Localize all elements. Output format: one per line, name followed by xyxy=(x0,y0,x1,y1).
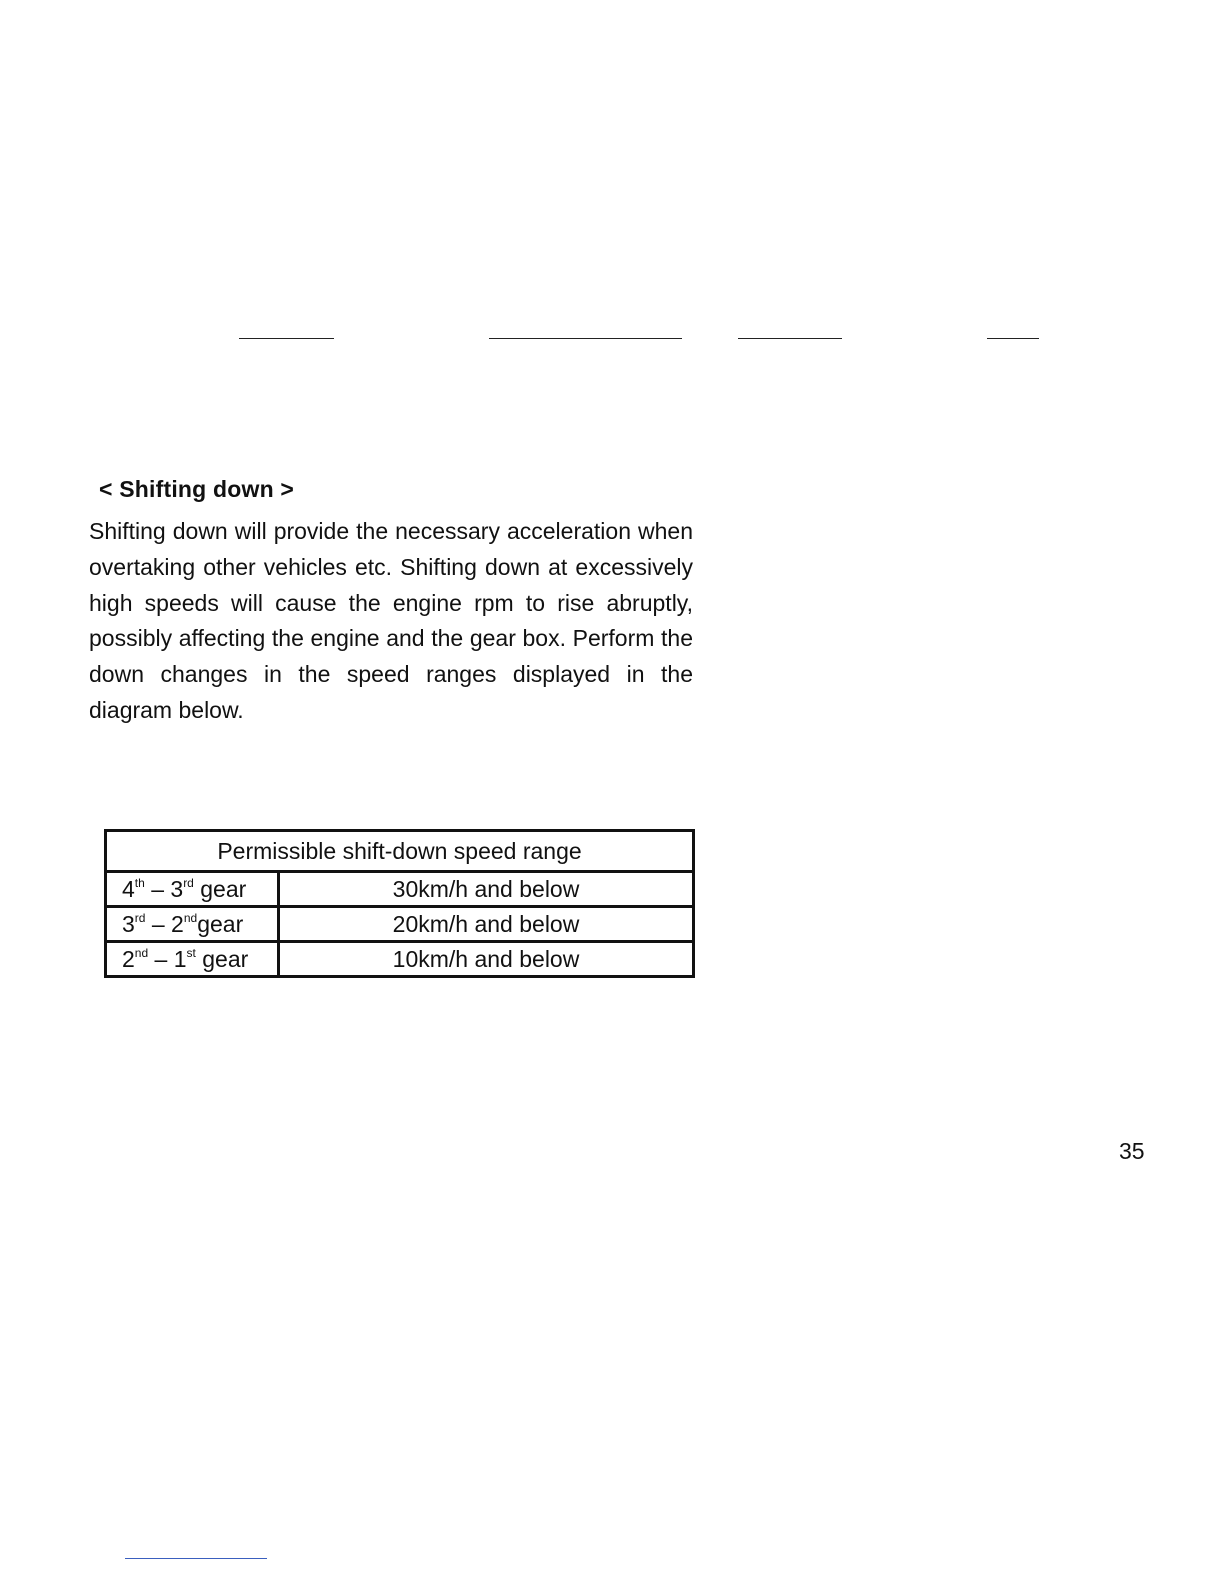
speed-limit-cell: 20km/h and below xyxy=(279,907,694,942)
table-row xyxy=(106,872,694,907)
gear-range-cell xyxy=(106,907,279,942)
gear-from-number: 2 xyxy=(122,945,135,972)
gear-from-suffix: th xyxy=(134,875,145,890)
gear-separator: – xyxy=(148,945,174,972)
gear-to-number: 3 xyxy=(170,875,184,902)
gear-to-suffix: nd xyxy=(183,910,198,925)
page-number: 35 xyxy=(1119,1138,1145,1164)
top-rule-4 xyxy=(987,338,1039,339)
gear-range-cell xyxy=(106,872,279,907)
gear-to-suffix: st xyxy=(186,945,196,960)
table-row xyxy=(106,942,694,977)
gear-to-number: 2 xyxy=(171,910,184,937)
top-rule-3 xyxy=(738,338,842,339)
gear-from-number: 4 xyxy=(122,875,135,902)
gear-separator: – xyxy=(145,910,172,937)
speed-limit-cell: 30km/h and below xyxy=(279,872,694,907)
table-header: Permissible shift-down speed range xyxy=(106,831,694,872)
body-paragraph: Shifting down will provide the necessary acceleration when overtaking other vehicles etc. Shifting down at excessively high speeds will cause the engine rpm to rise abruptly, possibly affecting the engine and the gear box. Perform the down changes in the speed ranges displayed in the diagram below. xyxy=(89,518,693,723)
gear-to-suffix: rd xyxy=(183,875,194,890)
gear-word: gear xyxy=(195,945,249,972)
gear-separator: – xyxy=(144,875,171,902)
gear-word: gear xyxy=(193,875,247,902)
section-heading: < Shifting down > xyxy=(99,476,295,502)
gear-to-number: 1 xyxy=(173,945,187,972)
gear-from-suffix: nd xyxy=(134,945,149,960)
top-rule-1 xyxy=(239,338,334,339)
footer-rule xyxy=(125,1558,267,1559)
gear-word: gear xyxy=(197,910,244,937)
top-rule-2 xyxy=(489,338,682,339)
table-row xyxy=(106,907,694,942)
shift-down-speed-table xyxy=(104,829,695,978)
gear-range-cell xyxy=(106,942,279,977)
gear-from-suffix: rd xyxy=(134,910,146,925)
table-header-row xyxy=(106,831,694,872)
gear-from-number: 3 xyxy=(122,910,135,937)
speed-limit-cell: 10km/h and below xyxy=(279,942,694,977)
